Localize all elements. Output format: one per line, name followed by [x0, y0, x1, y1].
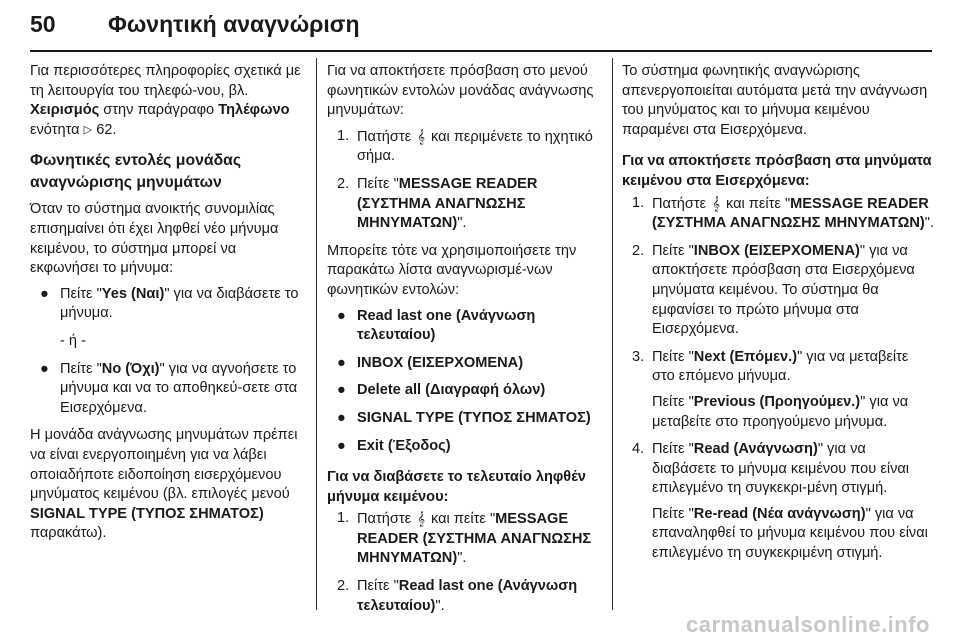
paragraph: Το σύστημα φωνητικής αναγνώρισης απενεργοποιείται αυτόματα μετά την ανάγνωση του μηνύματος και το μήνυμα κειμένου παραμένει στα Εισερχόμενα. — [622, 63, 928, 138]
list-item: 2. Πείτε "INBOX (ΕΙΣΕΡΧΟΜΕΝΑ)" για να αποκτήσετε πρόσβαση στα Εισερχόμενα μηνύματα κειμένου. Το σύστημα θα εμφανίσει το πρώτο μήνυμα στα Εισερχόμενα. — [632, 242, 915, 338]
voice-command-icon: 𝄞 — [712, 195, 720, 211]
column-2 — [327, 62, 603, 624]
voice-command-icon: 𝄞 — [417, 511, 425, 527]
column-divider — [612, 58, 613, 610]
paragraph: Για να αποκτήσετε πρόσβαση στο μενού φωνητικών εντολών μονάδας ανάγνωσης μηνυμάτων: — [327, 63, 594, 119]
subheading: Για να διαβάσετε το τελευταίο ληφθέν μήνυμα κειμένου: — [327, 469, 586, 505]
step-list — [622, 194, 934, 564]
subheading: Για να αποκτήσετε πρόσβαση στα μηνύματα κειμένου στα Εισερχόμενα: — [622, 153, 932, 189]
command-list — [327, 307, 603, 457]
column-3 — [622, 62, 934, 572]
list-item: 3. Πείτε "Next (Επόμεν.)" για να μεταβείτε στο επόμενο μήνυμα. Πείτε "Previous (Προηγούμεν.)" για να μεταβείτε στο προηγούμενο μήνυμα. — [622, 348, 934, 432]
bullet-list — [30, 360, 308, 419]
bullet-icon: ● — [337, 409, 346, 426]
step-list — [327, 127, 603, 234]
list-item: 4. Πείτε "Read (Ανάγνωση)" για να διαβάσετε το μήνυμα κειμένου που είναι επιλεγμένο τη συγκεκρι-μένη στιγμή. Πείτε "Re-read (Νέα ανάγνωση)" για να επαναληφθεί το μήνυμα κειμένου που είναι επιλεγμένο τη συγκεκριμένη στιγμή. — [622, 440, 934, 564]
header-rule — [30, 50, 932, 52]
list-item: ● SIGNAL TYPE (ΤΥΠΟΣ ΣΗΜΑΤΟΣ) — [327, 409, 603, 429]
step-list — [327, 509, 603, 616]
list-item: ● Πείτε "No (Όχι)" για να αγνοήσετε το μήνυμα και να το αποθηκεύ-σετε στα Εισερχόμενα. — [40, 360, 298, 416]
paragraph: Μπορείτε τότε να χρησιμοποιήσετε την παρακάτω λίστα αναγνωρισμέ-νων φωνητικών εντολών: — [327, 242, 577, 298]
paragraph: Πείτε "Re-read (Νέα ανάγνωση)" για να επαναληφθεί το μήνυμα κειμένου που είναι επιλεγμένο τη συγκεκριμένη στιγμή. — [652, 505, 928, 562]
page-header — [30, 4, 360, 44]
bullet-icon: ● — [40, 360, 49, 377]
list-item: ● Πείτε "Yes (Ναι)" για να διαβάσετε το μήνυμα. — [40, 285, 299, 322]
paragraph: Όταν το σύστημα ανοικτής συνομιλίας επισημαίνει ότι έχει ληφθεί νέο μήνυμα κειμένου, το σύστημα μπορεί να εκφωνήσει το μήνυμα: — [30, 201, 279, 277]
section-heading: Φωνητικές εντολές μονάδας αναγνώρισης μηνυμάτων — [30, 152, 242, 192]
list-item: ● Exit (Έξοδος) — [327, 437, 603, 457]
list-item: ● INBOX (ΕΙΣΕΡΧΟΜΕΝΑ) — [327, 354, 603, 374]
page-title: Φωνητική αναγνώριση — [108, 10, 360, 37]
list-item: ● Delete all (Διαγραφή όλων) — [327, 381, 603, 401]
paragraph: Η μονάδα ανάγνωσης μηνυμάτων πρέπει να είναι ενεργοποιημένη για να λάβει οποιαδήποτε ειδοποίηση εισερχόμενου μηνύματος κειμένου (βλ. επιλογές μενού SIGNAL TYPE (ΤΥΠΟΣ ΣΗΜΑΤΟΣ) παρακάτω). — [30, 427, 298, 542]
column-1 — [30, 62, 308, 550]
list-item: 2. Πείτε "Read last one (Ανάγνωση τελευταίου)". — [337, 578, 578, 614]
bullet-icon: ● — [337, 307, 346, 324]
arrow-right-triangle-icon: ▷ — [83, 123, 93, 136]
list-item: ● Read last one (Ανάγνωση τελευταίου) — [337, 307, 536, 344]
page-number: 50 — [30, 10, 56, 37]
list-item: 1. Πατήστε 𝄞 και πείτε "MESSAGE READER (ΣΥΣΤΗΜΑ ΑΝΑΓΝΩΣΗΣ ΜΗΝΥΜΑΤΩΝ)". — [337, 510, 592, 567]
bullet-icon: ● — [337, 354, 346, 371]
list-item: 1. Πατήστε 𝄞 και πείτε "MESSAGE READER (ΣΥΣΤΗΜΑ ΑΝΑΓΝΩΣΗΣ ΜΗΝΥΜΑΤΩΝ)". — [632, 194, 934, 232]
or-separator: - ή - — [60, 332, 86, 349]
watermark: carmanualsonline.info — [686, 612, 930, 637]
bullet-icon: ● — [337, 382, 346, 399]
column-divider — [316, 58, 317, 610]
intro-paragraph: Για περισσότερες πληροφορίες σχετικά με τη λειτουργία του τηλεφώ-νου, βλ. Χειρισμός στην παράγραφο Τηλέφωνο ενότητα ▷ 62. — [30, 62, 308, 140]
voice-command-icon: 𝄞 — [417, 128, 425, 144]
page-reference-link[interactable]: 62. — [96, 121, 117, 138]
paragraph: Πείτε "Previous (Προηγούμεν.)" για να μεταβείτε στο προηγούμενο μήνυμα. — [652, 393, 909, 430]
list-item: 1. Πατήστε 𝄞 και περιμένετε το ηχητικό σήμα. — [337, 127, 593, 165]
bullet-icon: ● — [337, 437, 346, 454]
bullet-list — [30, 285, 308, 324]
list-item: 2. Πείτε "MESSAGE READER (ΣΥΣΤΗΜΑ ΑΝΑΓΝΩΣΗΣ ΜΗΝΥΜΑΤΩΝ)". — [337, 175, 538, 232]
bullet-icon: ● — [40, 285, 49, 302]
